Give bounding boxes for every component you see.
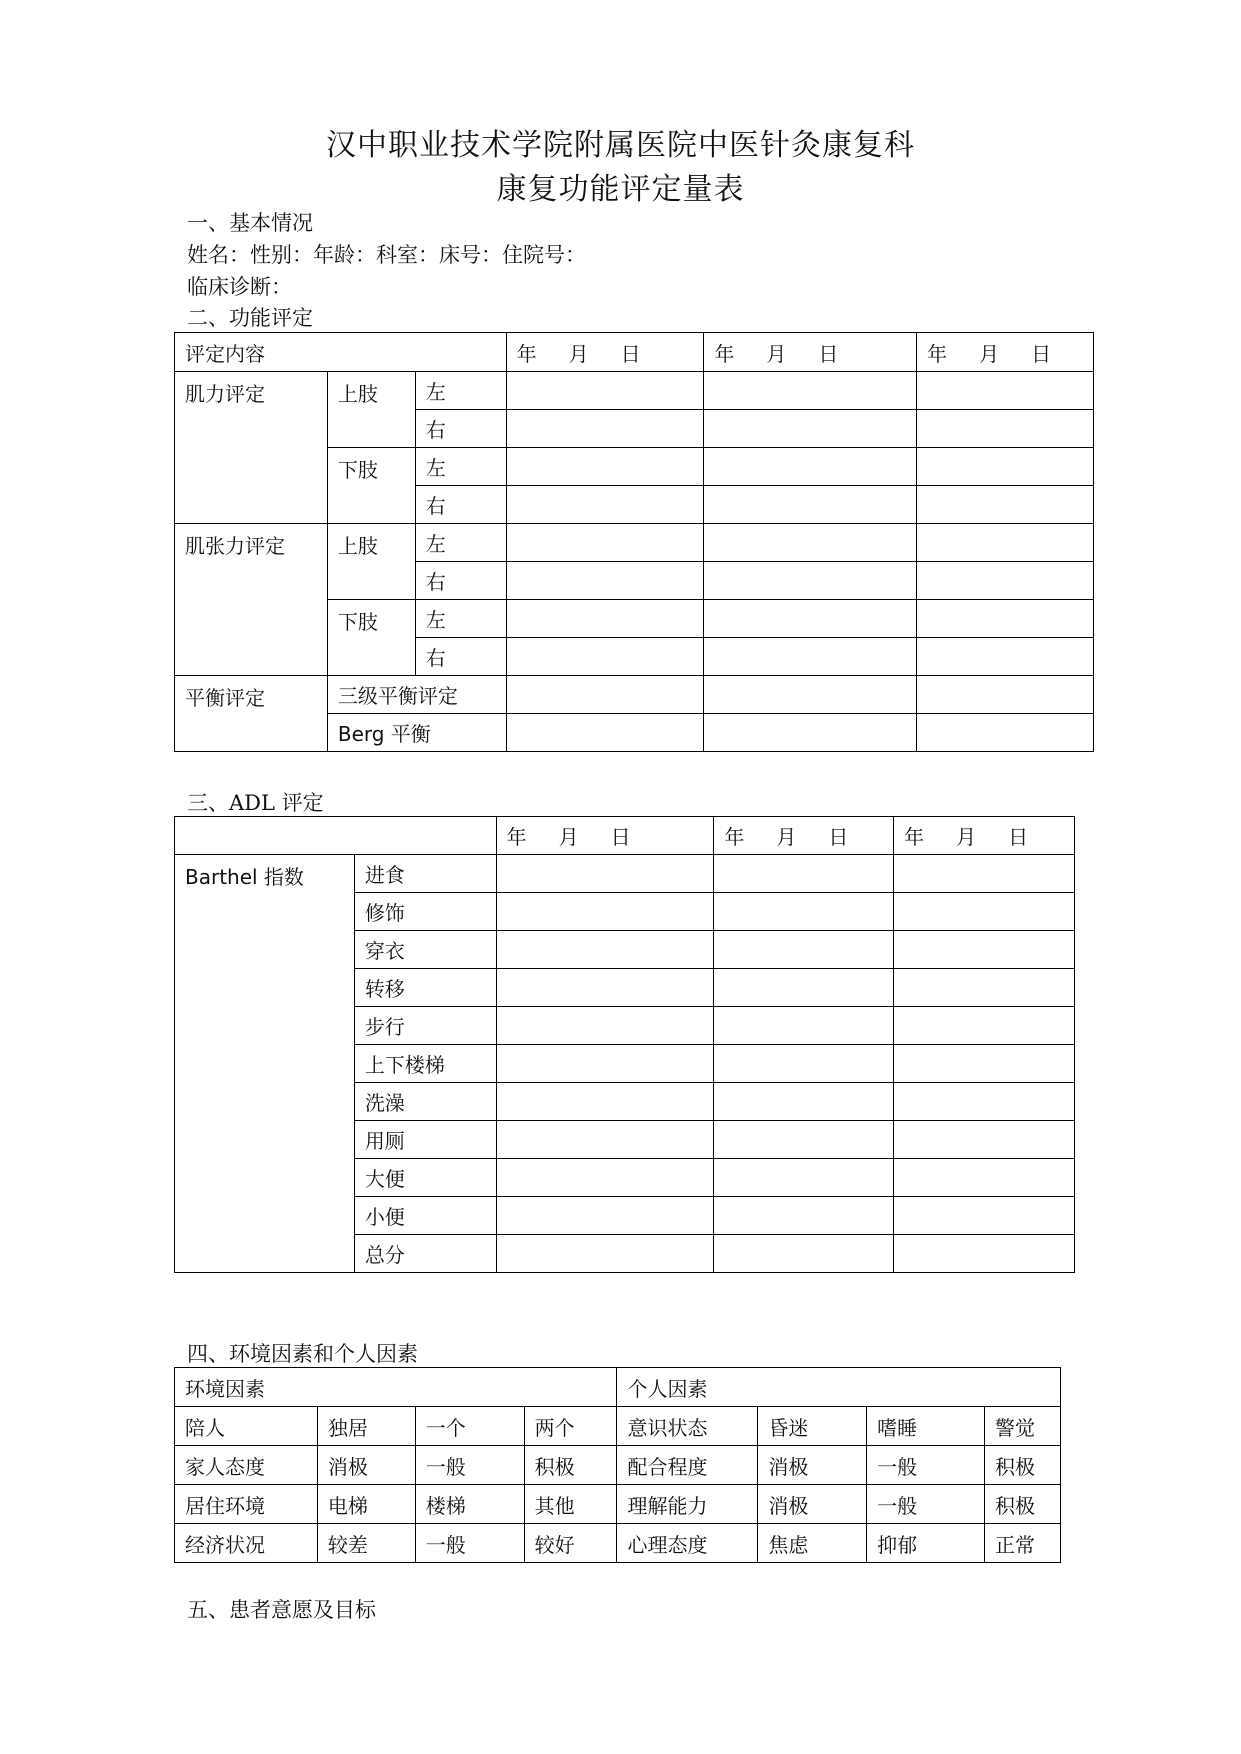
section4-heading: 四、环境因素和个人因素: [187, 1342, 418, 1366]
adl-item-label: 用厕: [354, 1121, 496, 1159]
document-subtitle: 康复功能评定量表: [496, 172, 745, 207]
entry-cell[interactable]: [714, 1235, 894, 1273]
personal-factors-header: 个人因素: [617, 1368, 1061, 1407]
entry-cell[interactable]: [704, 600, 917, 638]
muscle-tone-label: 肌张力评定: [175, 524, 328, 676]
right-label: 右: [415, 410, 506, 448]
entry-cell[interactable]: [714, 1121, 894, 1159]
environment-factors-header: 环境因素: [175, 1368, 617, 1407]
entry-cell[interactable]: [714, 1045, 894, 1083]
adl-item-label: 上下楼梯: [354, 1045, 496, 1083]
entry-cell[interactable]: [496, 969, 714, 1007]
entry-cell[interactable]: [704, 486, 917, 524]
personal-factor-label: 理解能力: [617, 1485, 758, 1524]
adl-item-label: 步行: [354, 1007, 496, 1045]
environment-factor-label: 经济状况: [175, 1524, 318, 1563]
entry-cell[interactable]: [917, 524, 1094, 562]
entry-cell[interactable]: [506, 600, 704, 638]
entry-cell[interactable]: [714, 893, 894, 931]
environment-factor-label: 陪人: [175, 1407, 318, 1446]
entry-cell[interactable]: [894, 931, 1075, 969]
entry-cell[interactable]: [894, 1159, 1075, 1197]
left-label: 左: [415, 372, 506, 410]
environment-factor-label: 居住环境: [175, 1485, 318, 1524]
function-assessment-table: [174, 332, 1094, 752]
barthel-index-label: Barthel 指数: [175, 855, 355, 1273]
right-label: 右: [415, 562, 506, 600]
entry-cell[interactable]: [704, 372, 917, 410]
entry-cell[interactable]: [506, 524, 704, 562]
basic-info-fields: 姓名：性别：年龄：科室：床号：住院号：: [187, 243, 586, 267]
personal-option: 嗜睡: [867, 1407, 985, 1446]
entry-cell[interactable]: [714, 969, 894, 1007]
entry-cell[interactable]: [704, 638, 917, 676]
environment-option: 较差: [317, 1524, 415, 1563]
entry-cell[interactable]: [506, 562, 704, 600]
entry-cell[interactable]: [496, 1121, 714, 1159]
entry-cell[interactable]: [917, 714, 1094, 752]
entry-cell[interactable]: [704, 448, 917, 486]
entry-cell[interactable]: [506, 372, 704, 410]
environment-option: 较好: [524, 1524, 617, 1563]
entry-cell[interactable]: [496, 1159, 714, 1197]
adl-item-label: 进食: [354, 855, 496, 893]
entry-cell[interactable]: [496, 1007, 714, 1045]
entry-cell[interactable]: [506, 638, 704, 676]
entry-cell[interactable]: [496, 893, 714, 931]
entry-cell[interactable]: [894, 855, 1075, 893]
entry-cell[interactable]: [704, 714, 917, 752]
personal-option: 积极: [985, 1446, 1061, 1485]
adl-header-blank: [175, 817, 497, 855]
environment-personal-table: [174, 1367, 1061, 1563]
entry-cell[interactable]: [714, 1007, 894, 1045]
entry-cell[interactable]: [506, 410, 704, 448]
entry-cell[interactable]: [917, 638, 1094, 676]
adl-item-label: 洗澡: [354, 1083, 496, 1121]
entry-cell[interactable]: [714, 1083, 894, 1121]
muscle-strength-label: 肌力评定: [175, 372, 328, 524]
entry-cell[interactable]: [496, 1083, 714, 1121]
lower-limb-label: 下肢: [327, 448, 415, 524]
environment-factor-label: 家人态度: [175, 1446, 318, 1485]
entry-cell[interactable]: [894, 1235, 1075, 1273]
three-level-balance-label: 三级平衡评定: [327, 676, 506, 714]
entry-cell[interactable]: [917, 486, 1094, 524]
entry-cell[interactable]: [496, 855, 714, 893]
entry-cell[interactable]: [704, 676, 917, 714]
entry-cell[interactable]: [704, 524, 917, 562]
entry-cell[interactable]: [496, 1197, 714, 1235]
date-column-3: 年 月 日: [894, 817, 1075, 855]
entry-cell[interactable]: [917, 448, 1094, 486]
personal-option: 一般: [867, 1485, 985, 1524]
entry-cell[interactable]: [894, 1121, 1075, 1159]
left-label: 左: [415, 448, 506, 486]
section5-heading: 五、患者意愿及目标: [187, 1598, 376, 1622]
entry-cell[interactable]: [506, 486, 704, 524]
environment-option: 一般: [415, 1446, 524, 1485]
entry-cell[interactable]: [704, 410, 917, 448]
assessment-content-header: 评定内容: [175, 333, 507, 372]
adl-item-label: 大便: [354, 1159, 496, 1197]
personal-option: 正常: [985, 1524, 1061, 1563]
personal-option: 警觉: [985, 1407, 1061, 1446]
personal-factor-label: 配合程度: [617, 1446, 758, 1485]
section2-heading: 二、功能评定: [187, 306, 313, 330]
adl-item-label: 穿衣: [354, 931, 496, 969]
personal-option: 抑郁: [867, 1524, 985, 1563]
entry-cell[interactable]: [917, 600, 1094, 638]
left-label: 左: [415, 524, 506, 562]
entry-cell[interactable]: [894, 893, 1075, 931]
entry-cell[interactable]: [894, 1045, 1075, 1083]
section3-heading: 三、ADL 评定: [187, 791, 324, 815]
entry-cell[interactable]: [917, 410, 1094, 448]
entry-cell[interactable]: [917, 676, 1094, 714]
entry-cell[interactable]: [894, 1083, 1075, 1121]
personal-option: 积极: [985, 1485, 1061, 1524]
personal-option: 焦虑: [758, 1524, 867, 1563]
entry-cell[interactable]: [506, 448, 704, 486]
right-label: 右: [415, 486, 506, 524]
diagnosis-line: 临床诊断：: [187, 275, 292, 299]
balance-label: 平衡评定: [175, 676, 328, 752]
document-title: 汉中职业技术学院附属医院中医针灸康复科: [326, 128, 915, 163]
upper-limb-label: 上肢: [327, 372, 415, 448]
lower-limb-label: 下肢: [327, 600, 415, 676]
upper-limb-label: 上肢: [327, 524, 415, 600]
environment-option: 消极: [317, 1446, 415, 1485]
environment-option: 两个: [524, 1407, 617, 1446]
entry-cell[interactable]: [917, 562, 1094, 600]
date-column-2: 年 月 日: [714, 817, 894, 855]
entry-cell[interactable]: [714, 1197, 894, 1235]
environment-option: 一般: [415, 1524, 524, 1563]
entry-cell[interactable]: [506, 676, 704, 714]
personal-factor-label: 心理态度: [617, 1524, 758, 1563]
environment-option: 积极: [524, 1446, 617, 1485]
adl-item-label: 修饰: [354, 893, 496, 931]
section1-heading: 一、基本情况: [187, 211, 313, 235]
left-label: 左: [415, 600, 506, 638]
entry-cell[interactable]: [714, 1159, 894, 1197]
personal-option: 昏迷: [758, 1407, 867, 1446]
personal-option: 一般: [867, 1446, 985, 1485]
adl-item-label: 转移: [354, 969, 496, 1007]
adl-item-label: 总分: [354, 1235, 496, 1273]
environment-option: 其他: [524, 1485, 617, 1524]
entry-cell[interactable]: [496, 1045, 714, 1083]
date-column-1: 年 月 日: [506, 333, 704, 372]
berg-balance-label: Berg 平衡: [327, 714, 506, 752]
entry-cell[interactable]: [506, 714, 704, 752]
entry-cell[interactable]: [496, 931, 714, 969]
environment-option: 楼梯: [415, 1485, 524, 1524]
right-label: 右: [415, 638, 506, 676]
environment-option: 一个: [415, 1407, 524, 1446]
date-column-3: 年 月 日: [917, 333, 1094, 372]
entry-cell[interactable]: [917, 372, 1094, 410]
entry-cell[interactable]: [714, 855, 894, 893]
personal-option: 消极: [758, 1485, 867, 1524]
adl-table: [174, 816, 1075, 1273]
entry-cell[interactable]: [894, 1197, 1075, 1235]
date-column-2: 年 月 日: [704, 333, 917, 372]
entry-cell[interactable]: [894, 969, 1075, 1007]
personal-factor-label: 意识状态: [617, 1407, 758, 1446]
entry-cell[interactable]: [496, 1235, 714, 1273]
entry-cell[interactable]: [894, 1007, 1075, 1045]
environment-option: 电梯: [317, 1485, 415, 1524]
entry-cell[interactable]: [714, 931, 894, 969]
environment-option: 独居: [317, 1407, 415, 1446]
personal-option: 消极: [758, 1446, 867, 1485]
date-column-1: 年 月 日: [496, 817, 714, 855]
entry-cell[interactable]: [704, 562, 917, 600]
adl-item-label: 小便: [354, 1197, 496, 1235]
